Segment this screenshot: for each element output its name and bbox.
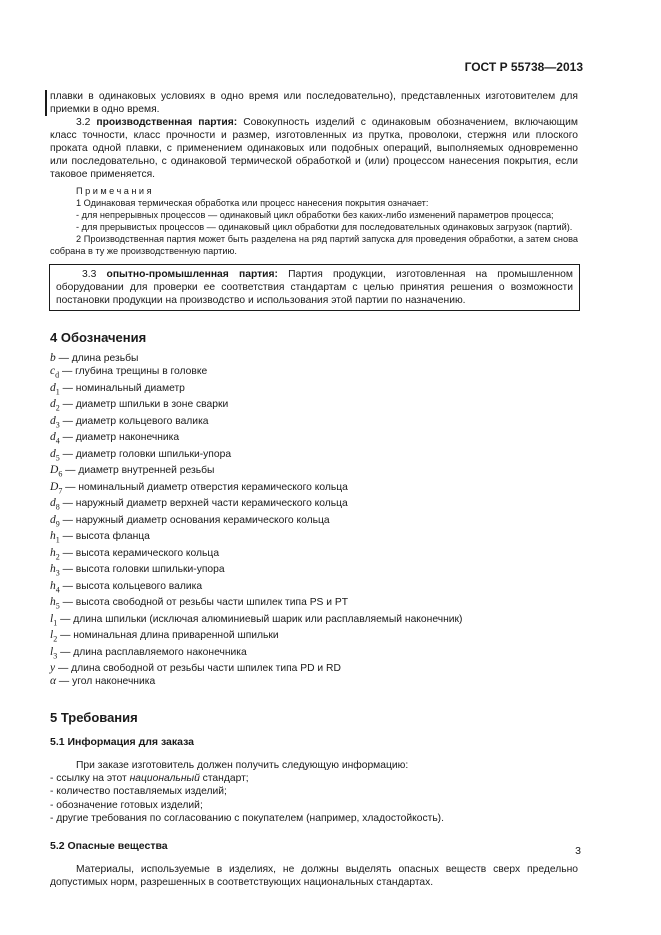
list-item-emphasis: национальный — [129, 772, 200, 784]
subsection-5-1-heading: 5.1 Информация для заказа — [50, 735, 195, 748]
symbol-item — [50, 514, 578, 531]
symbol-item — [50, 675, 578, 688]
symbol: $l_2$ — [50, 629, 58, 644]
symbol: $d_2$ — [50, 398, 60, 413]
symbol-item — [50, 448, 578, 465]
symbol-subscript: 4 — [55, 436, 60, 446]
symbol: α — [50, 675, 57, 688]
symbol: $h_5$ — [50, 596, 60, 611]
symbol-item — [50, 365, 578, 382]
symbol-item — [50, 464, 578, 481]
definition-3-3-number: 3.3 — [82, 269, 97, 280]
symbol-description: — длина свободной от резьбы части шпилек типа PD и RD — [55, 663, 341, 675]
symbol: $d_5$ — [50, 447, 60, 462]
symbol-description: — диаметр головки шпильки-упора — [59, 448, 232, 460]
symbol-item — [50, 547, 578, 564]
symbol-item — [50, 431, 578, 448]
symbol-item — [50, 580, 578, 597]
symbol: $d_3$ — [50, 414, 60, 429]
page-number: 3 — [575, 845, 581, 857]
definition-3-2-term: производственная партия: — [96, 117, 238, 128]
definition-3-2-number: 3.2 — [76, 117, 91, 128]
symbol-description: — высота кольцевого валика — [59, 580, 203, 592]
note-1a: - для непрерывных процессов — одинаковый цикл обработки без каких-либо изменений параметров процесса; — [76, 210, 554, 220]
symbol-description: — глубина трещины в головке — [59, 366, 208, 378]
symbol: $h_2$ — [50, 546, 60, 561]
symbol: $h_4$ — [50, 579, 60, 594]
symbol-item — [50, 596, 578, 613]
document-body — [50, 90, 578, 889]
symbol-description: — наружный диаметр основания керамического кольца — [59, 514, 330, 526]
notes-block — [50, 185, 578, 257]
symbol-item — [50, 530, 578, 547]
symbol-description: — высота керамического кольца — [59, 547, 220, 559]
symbol-item — [50, 352, 578, 365]
section-4-heading: 4 Обозначения — [50, 330, 147, 345]
symbol-description: — угол наконечника — [56, 676, 156, 688]
symbol-item — [50, 481, 578, 498]
symbol: $c_d$ — [50, 365, 60, 380]
list-item-text: стандарт; — [199, 772, 249, 784]
symbol: $d_9$ — [50, 513, 60, 528]
symbol-subscript: 5 — [55, 453, 60, 462]
symbol-description: — диаметр внутренней резьбы — [62, 465, 215, 477]
symbol-subscript: 8 — [55, 502, 60, 512]
symbol-subscript: 4 — [55, 585, 60, 594]
subsection-5-1-intro: При заказе изготовитель должен получить следующую информацию: — [76, 759, 409, 771]
symbol: $h_3$ — [50, 563, 60, 578]
list-item: - другие требования по согласованию с покупателем (например, хладостойкость). — [50, 813, 444, 825]
list-item: - обозначение готовых изделий; — [50, 799, 203, 811]
symbol-subscript: 5 — [55, 601, 60, 611]
symbol-description: — длина резьбы — [55, 353, 139, 364]
list-item: - количество поставляемых изделий; — [50, 786, 227, 798]
notes-title: Примечания — [76, 186, 155, 196]
document-id-header: ГОСТ Р 55738—2013 — [464, 60, 583, 74]
symbol-subscript: 3 — [55, 568, 60, 578]
symbol-item — [50, 497, 578, 514]
symbol-item — [50, 382, 578, 399]
symbol-description: — высота фланца — [59, 531, 150, 543]
symbol-description: — наружный диаметр верхней части керамического кольца — [59, 498, 348, 510]
note-1: 1 Одинаковая термическая обработка или процесс нанесения покрытия означает: — [76, 198, 429, 208]
list-item-text: - ссылку на этот — [50, 772, 130, 784]
symbol-description: — высота головки шпильки-упора — [59, 564, 225, 576]
symbol-subscript: 2 — [53, 634, 58, 644]
symbol-description: — высота свободной от резьбы части шпилек типа PS и PT — [59, 597, 349, 609]
symbol-item — [50, 415, 578, 432]
symbol: $d_4$ — [50, 431, 60, 446]
symbol-item — [50, 613, 578, 630]
note-1b: - для прерывистых процессов — одинаковый цикл обработки для последовательных одинаковых загрузок (партий). — [76, 222, 573, 232]
symbol: $D_7$ — [50, 480, 63, 495]
symbol-subscript: d — [55, 370, 60, 380]
symbol-subscript: 3 — [53, 651, 58, 660]
symbol: $d_8$ — [50, 497, 60, 512]
symbol-item — [50, 646, 578, 663]
definition-3-2 — [50, 116, 578, 181]
symbol-subscript: 9 — [55, 519, 60, 528]
symbol-description: — длина шпильки (исключая алюминиевый шарик или расплавляемый наконечник) — [57, 613, 463, 625]
symbol-subscript: 2 — [55, 552, 60, 561]
list-item — [50, 772, 578, 786]
symbol: $l_1$ — [50, 612, 58, 627]
symbol: $h_1$ — [50, 530, 60, 545]
symbol-subscript: 7 — [58, 486, 63, 495]
definition-3-3-box — [49, 264, 580, 311]
subsection-5-2-text: Материалы, используемые в изделиях, не должны выделять опасных веществ сверх предельно допустимых норм, разрешенных в соответствующих национальных стандартах. — [50, 863, 578, 888]
symbol-subscript: 1 — [55, 535, 60, 545]
symbol: $d_1$ — [50, 381, 60, 396]
symbol-subscript: 2 — [55, 403, 60, 413]
symbol-subscript: 6 — [58, 469, 63, 479]
symbol-subscript: 1 — [55, 387, 60, 396]
order-info-list — [50, 772, 578, 826]
continuation-paragraph: плавки в одинаковых условиях в одно время или последовательно), представленных изготовителем для приемки в одно время. — [45, 90, 578, 116]
subsection-5-2-heading: 5.2 Опасные вещества — [50, 839, 168, 852]
symbol-item — [50, 662, 578, 675]
symbol: $l_3$ — [50, 645, 58, 660]
symbol-subscript: 3 — [55, 420, 60, 429]
symbol-description: — диаметр наконечника — [59, 432, 180, 444]
symbol: b — [50, 352, 56, 364]
symbols-list — [50, 352, 578, 689]
symbol-description: — номинальный диаметр — [59, 382, 185, 394]
section-5-heading: 5 Требования — [50, 709, 138, 725]
definition-3-2-text: Совокупность изделий с одинаковым обозначением, включающим класс точности, класс прочности и размер, изготовленных из прутка, проволоки, стержня или плоского проката одной плавки, с применением одинаковых или подобных операций, выполняемых одновременно или последовательно, с одинаковой термической обработкой и (или) процессом нанесения покрытия, если таковое применяется. — [50, 117, 578, 180]
symbol-description: — диаметр кольцевого валика — [59, 415, 209, 427]
note-2: 2 Производственная партия может быть разделена на ряд партий запуска для проведения обработки, а затем снова собрана в ту же производственную партию. — [50, 234, 578, 256]
symbol-description: — длина расплавляемого наконечника — [57, 646, 247, 658]
symbol-item — [50, 398, 578, 415]
symbol: $D_6$ — [50, 464, 63, 479]
symbol-item — [50, 563, 578, 580]
symbol-description: — номинальный диаметр отверстия керамического кольца — [62, 481, 348, 493]
symbol-item — [50, 629, 578, 646]
definition-3-3-text: Партия продукции, изготовленная на промышленном оборудовании для проверки ее соответствия стандартам с целью принятия решения о возможности постановки продукции на производство и использования этой партии по назначению. — [56, 269, 573, 306]
symbol: y — [50, 662, 56, 675]
symbol-description: — диаметр шпильки в зоне сварки — [59, 399, 229, 411]
symbol-description: — номинальная длина приваренной шпильки — [57, 630, 279, 642]
definition-3-3 — [56, 268, 573, 307]
definition-3-3-term: опытно-промышленная партия: — [106, 269, 278, 280]
symbol-subscript: 1 — [53, 618, 58, 627]
